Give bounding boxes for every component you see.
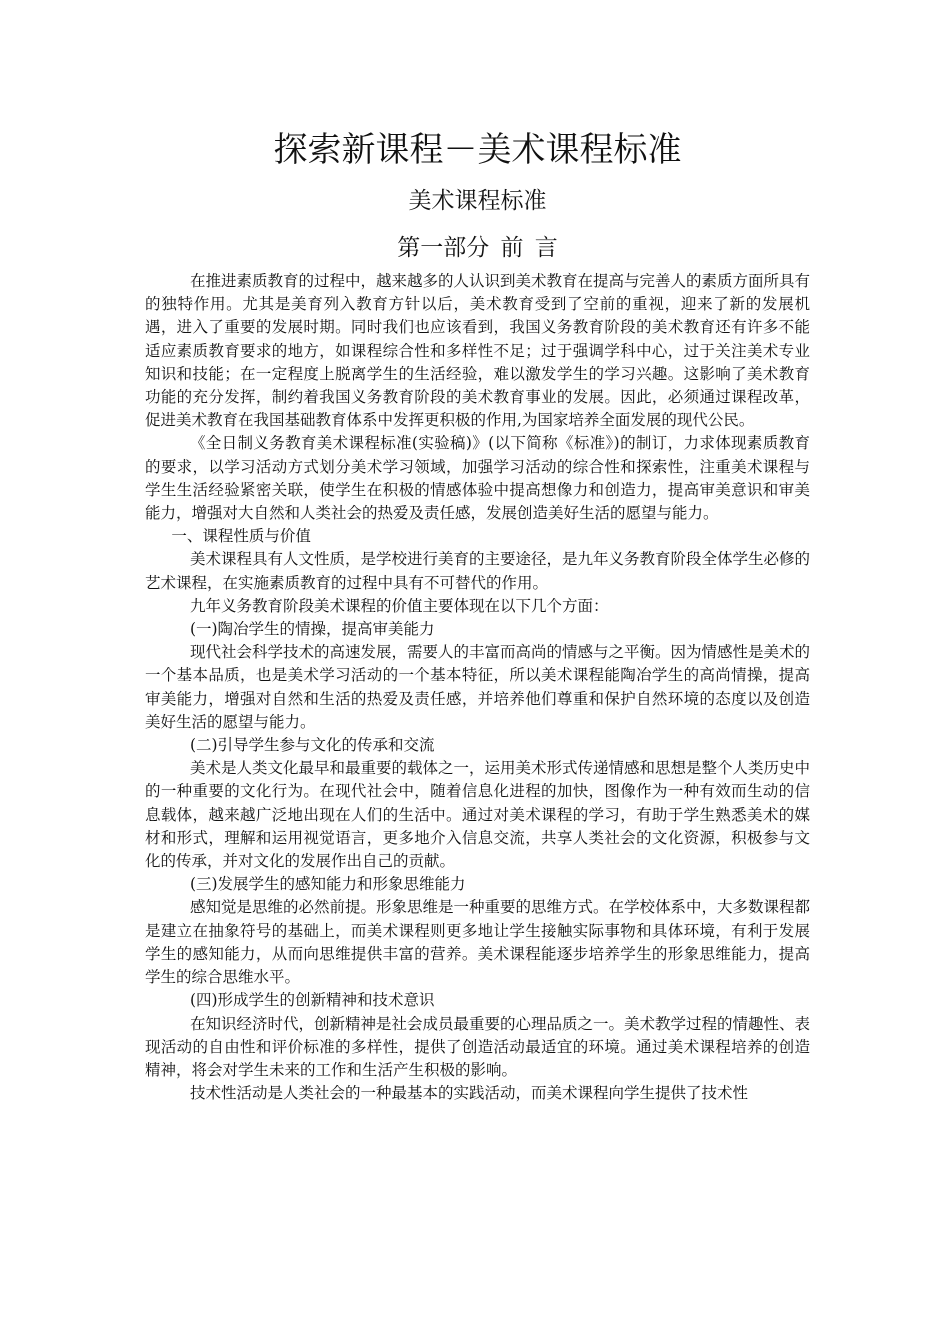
paragraph-intro-1: 在推进素质教育的过程中，越来越多的人认识到美术教育在提高与完善人的素质方面所具有的独特作用。尤其是美育列入教育方针以后，美术教育受到了空前的重视，迎来了新的发展机遇，进入了重要的发展时期。同时我们也应该看到，我国义务教育阶段的美术教育还有许多不能适应素质教育要求的地方，如课程综合性和多样性不足；过于强调学科中心，过于关注美术专业知识和技能；在一定程度上脱离学生的生活经验，难以激发学生的学习兴趣。这影响了美术教育功能的充分发挥，制约着我国义务教育阶段的美术教育事业的发展。因此，必须通过课程改革，促进美术教育在我国基础教育体系中发挥更积极的作用,为国家培养全面发展的现代公民。 [145, 272, 810, 430]
section-heading-1: 一、课程性质与价值 [171, 527, 311, 546]
subheading-3: (三)发展学生的感知能力和形象思维能力 [189, 875, 466, 894]
subheading-1: (一)陶冶学生的情操，提高审美能力 [189, 620, 435, 639]
document-title: 探索新课程－美术课程标准 [273, 130, 682, 170]
part-heading: 第一部分 前 言 [397, 235, 558, 261]
paragraph-nature: 美术课程具有人文性质，是学校进行美育的主要途径，是九年义务教育阶段全体学生必修的艺术课程，在实施素质教育的过程中具有不可替代的作用。 [145, 550, 810, 592]
paragraph-value-4b: 技术性活动是人类社会的一种最基本的实践活动，而美术课程向学生提供了技术性 [189, 1084, 748, 1103]
paragraph-value-2: 美术是人类文化最早和最重要的载体之一，运用美术形式传递情感和思想是整个人类历史中的一种重要的文化行为。在现代社会中，随着信息化进程的加快，图像作为一种有效而生动的信息载体，越来越广泛地出现在人们的生活中。通过对美术课程的学习，有助于学生熟悉美术的媒材和形式，理解和运用视觉语言，更多地介入信息交流，共享人类社会的文化资源，积极参与文化的传承，并对文化的发展作出自己的贡献。 [145, 759, 810, 871]
subheading-2: (二)引导学生参与文化的传承和交流 [189, 736, 435, 755]
paragraph-value-3: 感知觉是思维的必然前提。形象思维是一种重要的思维方式。在学校体系中，大多数课程都是建立在抽象符号的基础上，而美术课程则更多地让学生接触实际事物和具体环境，有利于发展学生的感知能力，从而向思维提供丰富的营养。美术课程能逐步培养学生的形象思维能力，提高学生的综合思维水平。 [145, 898, 810, 987]
document-subtitle: 美术课程标准 [408, 188, 547, 214]
subheading-4: (四)形成学生的创新精神和技术意识 [189, 991, 435, 1010]
paragraph-value-1: 现代社会科学技术的高速发展，需要人的丰富而高尚的情感与之平衡。因为情感性是美术的一个基本品质，也是美术学习活动的一个基本特征，所以美术课程能陶冶学生的高尚情操，提高审美能力，增强对自然和生活的热爱及责任感，并培养他们尊重和保护自然环境的态度以及创造美好生活的愿望与能力。 [145, 643, 810, 731]
document-body [145, 270, 810, 1105]
paragraph-intro-2: 《全日制义务教育美术课程标准(实验稿)》(以下简称《标准》)的制订，力求体现素质教育的要求，以学习活动方式划分美术学习领域，加强学习活动的综合性和探索性，注重美术课程与学生生活经验紧密关联，使学生在积极的情感体验中提高想像力和创造力，提高审美意识和审美能力，增强对大自然和人类社会的热爱及责任感，发展创造美好生活的愿望与能力。 [145, 434, 810, 523]
paragraph-value-4: 在知识经济时代，创新精神是社会成员最重要的心理品质之一。美术教学过程的情趣性、表现活动的自由性和评价标准的多样性，提供了创造活动最适宜的环境。通过美术课程培养的创造精神，将会对学生未来的工作和生活产生积极的影响。 [145, 1014, 810, 1079]
paragraph-value-intro: 九年义务教育阶段美术课程的价值主要体现在以下几个方面： [189, 596, 609, 615]
